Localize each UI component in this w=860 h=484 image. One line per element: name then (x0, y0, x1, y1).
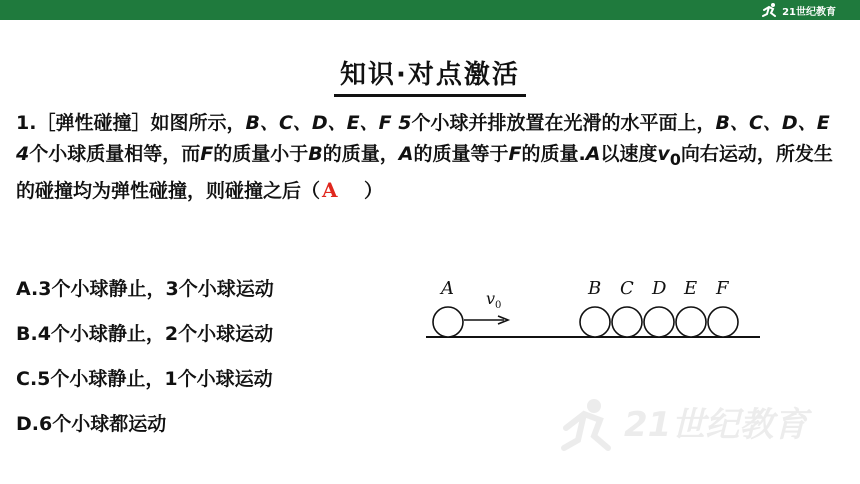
page-title: 知识·对点激活 (334, 54, 526, 97)
velocity-label: v (486, 289, 496, 308)
question-part: 的质量小于 (213, 143, 309, 165)
watermark-text: 21世纪教育 (624, 405, 808, 445)
ball-letters-b-f: B、C、D、E、F 5 (245, 112, 412, 134)
option-a[interactable]: A.3个小球静止，3个小球运动 (16, 278, 274, 300)
label-e: E (684, 278, 698, 299)
velocity-symbol: v (657, 143, 670, 165)
question-part: 向右运动，所发生的碰撞均为弹性碰撞，则碰撞之后（ (16, 143, 833, 202)
ball-b (580, 307, 610, 337)
ball-f (708, 307, 738, 337)
label-f: F (716, 278, 729, 299)
question-part: 的质量等于 (413, 143, 509, 165)
letter-a: A (398, 143, 414, 165)
watermark-logo (560, 392, 850, 456)
title-wrap (0, 54, 860, 97)
ball-e (676, 307, 706, 337)
question-part: 以速度 (600, 143, 658, 165)
question-tag: ［弹性碰撞］ (36, 112, 151, 134)
runner-logo-icon (761, 2, 779, 18)
ball-a (433, 307, 463, 337)
label-d: D (652, 278, 667, 299)
ball-d (644, 307, 674, 337)
letter-f: F (200, 143, 214, 165)
label-c: C (620, 278, 634, 299)
top-bar (0, 0, 860, 20)
letter-f: F (508, 143, 522, 165)
question-part: ） (364, 179, 384, 202)
label-a: A (441, 278, 454, 299)
label-b: B (588, 278, 602, 299)
question-part: 个小球并排放置在光滑的水平面上， (411, 112, 716, 134)
question-part: 个小球质量相等，而 (29, 143, 201, 165)
question-text (16, 108, 842, 207)
letter-b: B (308, 143, 323, 165)
velocity-subscript: 0 (669, 149, 681, 169)
option-d[interactable]: D.6个小球都运动 (16, 413, 167, 435)
question-number: 1. (16, 112, 37, 134)
question-part: 的质量， (322, 143, 399, 165)
collision-figure (424, 270, 764, 350)
ball-letters-b-e: B、C、D、E 4 (16, 112, 830, 165)
question-part: 如图所示， (150, 112, 246, 134)
question-part: 的质量. (521, 143, 586, 165)
options-list (16, 274, 416, 454)
option-b[interactable]: B.4个小球静止，2个小球运动 (16, 323, 274, 345)
ball-c (612, 307, 642, 337)
velocity-label-sub: 0 (495, 300, 502, 311)
answer-mark: A (322, 177, 338, 202)
logo-text: 21世纪教育 (782, 6, 836, 18)
letter-a: A (585, 143, 601, 165)
brand-logo (761, 1, 836, 19)
option-c[interactable]: C.5个小球静止，1个小球运动 (16, 368, 273, 390)
